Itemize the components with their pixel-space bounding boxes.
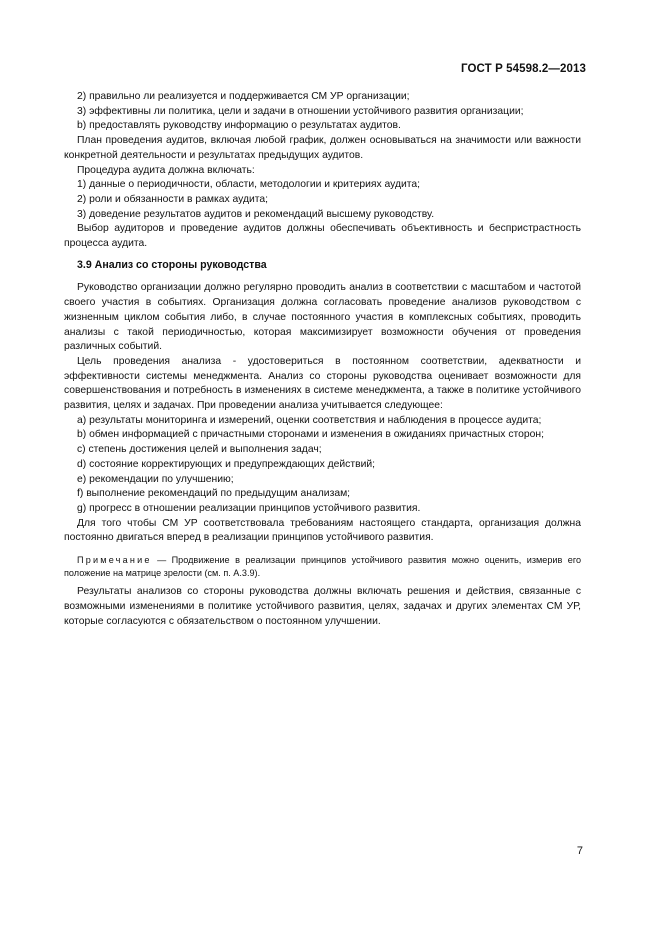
section-paragraph: Результаты анализов со стороны руководства должны включать решения и действия, связанные с возможными изменениями в политике устойчивого развития, целях, задачах и других элементах СМ УР, которые согласуются с обязательством о постоянном улучшении.	[64, 586, 581, 627]
audit-plan-paragraph: План проведения аудитов, включая любой график, должен основываться на значимости или важности конкретной деятельности и результатах предыдущих аудитов.	[64, 135, 581, 161]
list-item: 2) роли и обязанности в рамках аудита;	[77, 193, 269, 205]
list-item: 3) эффективны ли политика, цели и задачи в отношении устойчивого развития организации;	[77, 105, 524, 117]
list-item: 2) правильно ли реализуется и поддерживается СМ УР организации;	[77, 91, 410, 102]
list-item: c) степень достижения целей и выполнения задач;	[77, 444, 322, 456]
list-item: 1) данные о периодичности, области, методологии и критериях аудита;	[77, 179, 421, 191]
list-item: f) выполнение рекомендаций по предыдущим анализам;	[77, 488, 351, 500]
standard-code-header: ГОСТ Р 54598.2—2013	[461, 63, 586, 75]
procedure-intro: Процедура аудита должна включать:	[77, 164, 255, 176]
list-item: a) результаты мониторинга и измерений, оценки соответствия и наблюдения в процессе аудита;	[77, 414, 542, 426]
list-item: b) обмен информацией с причастными сторонами и изменения в ожиданиях причастных сторон;	[77, 429, 544, 441]
note-label: Примечание	[77, 555, 152, 566]
section-paragraph: Руководство организации должно регулярно проводить анализ в соответствии с масштабом и частотой своего участия в событиях. Организация должна согласовать проведение анализов руководством с жизненным циклом события либо, в случае постоянного участия в комплексных событиях, проводить анализы с такой периодичностью, которая максимизирует возможности обучения от проведения различных событий.	[64, 282, 581, 353]
list-item: 3) доведение результатов аудитов и рекомендаций высшему руководству.	[77, 208, 435, 220]
section-paragraph: Цель проведения анализа - удостовериться в постоянном соответствии, адекватности и эффективности системы менеджмента. Анализ со стороны руководства оценивает возможности для совершенствования и потребность в изменениях в системе менеджмента, а также в политике устойчивого развития, целях и задачах. При проведении анализа учитывается следующее:	[64, 355, 581, 412]
list-item: b) предоставлять руководству информацию о результатах аудитов.	[77, 120, 401, 132]
note	[64, 554, 581, 579]
list-item: d) состояние корректирующих и предупреждающих действий;	[77, 458, 376, 470]
list-item: e) рекомендации по улучшению;	[77, 473, 234, 485]
list-item: g) прогресс в отношении реализации принципов устойчивого развития.	[77, 502, 421, 514]
section-heading: 3.9 Анализ со стороны руководства	[77, 258, 267, 271]
section-paragraph: Для того чтобы СМ УР соответствовала требованиям настоящего стандарта, организация должна постоянно двигаться вперед в реализации принципов устойчивого развития.	[64, 517, 581, 544]
auditor-paragraph: Выбор аудиторов и проведение аудитов должны обеспечивать объективность и беспристрастность процесса аудита.	[64, 223, 581, 250]
note-text: — Продвижение в реализации принципов устойчивого развития можно оценить, измерив его положение на матрице зрелости (см. п. А.3.9).	[64, 555, 581, 578]
page-body	[64, 90, 581, 629]
page-number: 7	[576, 845, 583, 857]
